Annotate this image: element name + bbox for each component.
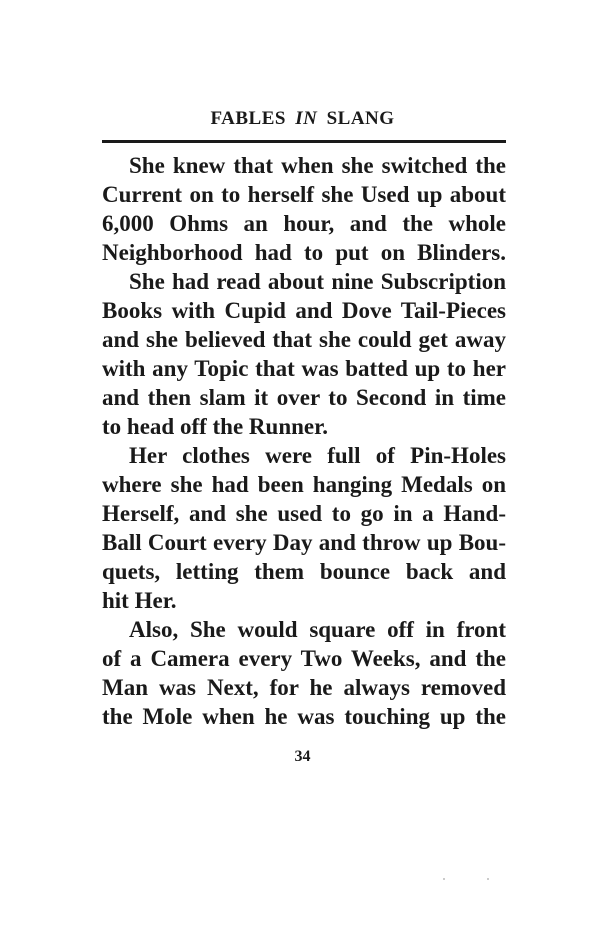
running-head-in: IN (295, 108, 318, 129)
paragraph-3 (102, 441, 506, 615)
text-line: quets, letting them bounce back and (102, 559, 506, 584)
text-line: with any Topic that was batted up to her (102, 356, 506, 381)
text-line: Also, She would square off in front (129, 617, 506, 642)
text-line: and she believed that she could get away (102, 327, 506, 352)
scan-speck (487, 878, 489, 880)
text-line: 6,000 Ohms an hour, and the whole (102, 211, 506, 236)
running-head-slang: SLANG (326, 108, 395, 129)
paragraph-2 (102, 267, 506, 441)
text-line: and then slam it over to Second in time (102, 385, 506, 410)
body-text (102, 151, 506, 731)
running-head (0, 108, 605, 130)
text-line: Neighborhood had to put on Blinders. (102, 240, 506, 265)
text-line: She had read about nine Subscription (129, 269, 506, 294)
text-line: Her clothes were full of Pin-Holes (129, 443, 506, 468)
header-rule (102, 140, 506, 143)
text-line: Books with Cupid and Dove Tail-Pieces (102, 298, 506, 323)
page-number: 34 (294, 748, 311, 765)
paragraph-4 (102, 615, 506, 731)
running-head-fables: FABLES (210, 108, 286, 129)
scan-speck (443, 878, 445, 880)
text-line: of a Camera every Two Weeks, and the (102, 646, 506, 671)
text-line: hit Her. (102, 588, 177, 613)
text-line: to head off the Runner. (102, 414, 328, 439)
text-line: Herself, and she used to go in a Hand- (102, 501, 506, 526)
paragraph-1 (102, 151, 506, 267)
text-line: She knew that when she switched the (129, 153, 506, 178)
text-line: Man was Next, for he always removed (102, 675, 506, 700)
text-line: where she had been hanging Medals on (102, 472, 506, 497)
text-line: the Mole when he was touching up the (102, 704, 506, 729)
text-line: Ball Court every Day and throw up Bou- (102, 530, 506, 555)
text-line: Current on to herself she Used up about (102, 182, 506, 207)
